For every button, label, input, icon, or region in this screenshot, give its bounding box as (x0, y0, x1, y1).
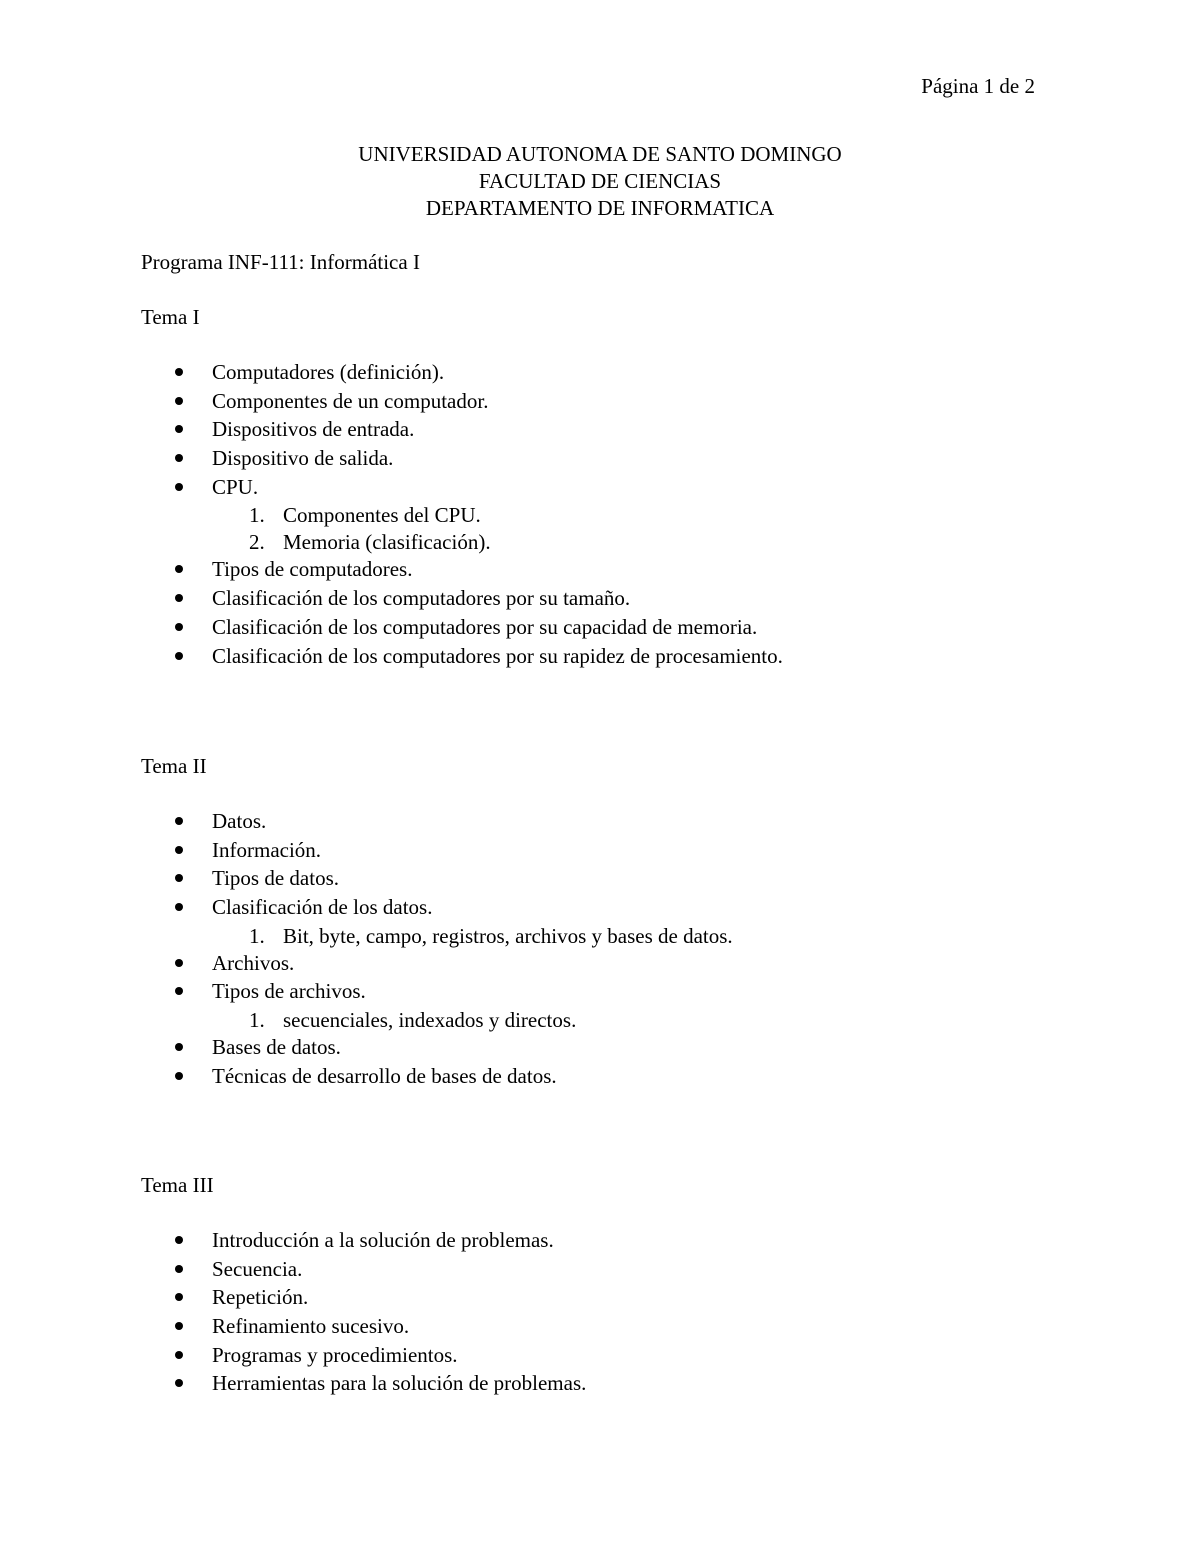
bullet-icon (175, 846, 183, 854)
bullet-icon (175, 397, 183, 405)
bullet-icon (175, 594, 183, 602)
document-header (0, 140, 1200, 221)
bullet-icon (175, 454, 183, 462)
tema-3-title: Tema III (141, 1173, 214, 1197)
program-title: Programa INF-111: Informática I (141, 250, 420, 274)
document-page: Página 1 de 2 UNIVERSIDAD AUTONOMA DE SANTO DOMINGO FACULTAD DE CIENCIAS DEPARTAMENTO DE INFORMATICA Programa INF-111: Informática I Tema I Computadores (definición). Componentes de un computador. Dispositivos de entrada. Dispositivo de salida. CPU. 1. Componentes del CPU. 2. Memoria (clasificación). Tipos de computadores. Clasificación de los computadores por su tamaño. Clasificación de los computadores por su capacidad de memoria. Clasificación de los computadores por su rapidez de procesamiento. Tema II Datos. Información. Tipos de datos. Clasificación de los datos. 1. Bit, byte, campo, registros, archivos y bases de datos. Archivos. Tipos de archivos. 1. secuenciales, indexados y directos. Bases de datos. Técnicas de desarrollo de bases de datos. Tema III Introducción a la solución de problemas. Secuencia. Repetición. Refinamiento sucesivo. Programas y procedimientos. Herramientas para la solución de problemas. (0, 0, 1200, 1553)
bullet-icon (175, 623, 183, 631)
bullet-icon (175, 903, 183, 911)
bullet-icon (175, 1351, 183, 1359)
faculty-name: FACULTAD DE CIENCIAS (478, 169, 722, 193)
bullet-icon (175, 368, 183, 376)
bullet-icon (175, 1379, 183, 1387)
university-name: UNIVERSIDAD AUTONOMA DE SANTO DOMINGO (358, 142, 842, 166)
bullet-icon (175, 817, 183, 825)
bullet-icon (175, 959, 183, 967)
bullet-icon (175, 1293, 183, 1301)
bullet-icon (175, 652, 183, 660)
bullet-icon (175, 1072, 183, 1080)
bullet-icon (175, 874, 183, 882)
bullet-icon (175, 565, 183, 573)
bullet-icon (175, 483, 183, 491)
bullet-icon (175, 1265, 183, 1273)
tema-2-title: Tema II (141, 754, 207, 778)
bullet-icon (175, 1236, 183, 1244)
bullet-icon (175, 1043, 183, 1051)
bullet-icon (175, 425, 183, 433)
bullet-icon (175, 1322, 183, 1330)
page-number: Página 1 de 2 (921, 74, 1035, 98)
tema-1-title: Tema I (141, 305, 200, 329)
bullet-icon (175, 987, 183, 995)
department-name: DEPARTAMENTO DE INFORMATICA (425, 196, 775, 220)
